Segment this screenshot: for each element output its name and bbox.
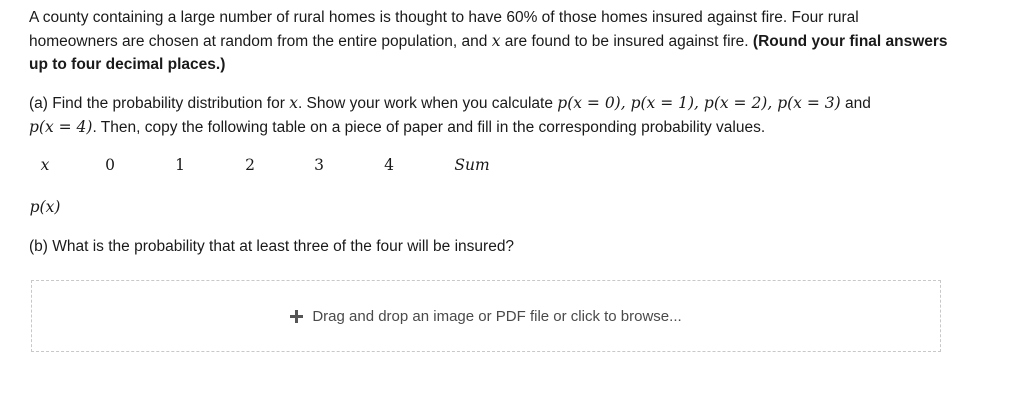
probability-expression-4: p(x = 4) xyxy=(29,117,93,136)
part-b-line xyxy=(29,235,514,259)
probability-distribution-table xyxy=(29,156,549,226)
part-a-text-1: (a) Find the probability distribution for xyxy=(29,95,290,112)
intro-line-1 xyxy=(29,6,948,30)
table-value-3: 3 xyxy=(314,156,324,174)
rounding-instruction-2: up to four decimal places.) xyxy=(29,56,226,73)
part-a-text-2: . Show your work when you calculate xyxy=(297,95,558,112)
table-value-4: 4 xyxy=(384,156,394,174)
part-a-text-3: and xyxy=(840,95,871,112)
intro-text-1: A county containing a large number of rural homes is thought to have 60% of those homes insured against fire. Four rural xyxy=(29,9,859,26)
part-a xyxy=(29,92,871,139)
intro-line-3 xyxy=(29,53,948,77)
part-b xyxy=(29,235,514,259)
table-value-2: 2 xyxy=(245,156,255,174)
problem-statement xyxy=(29,6,948,77)
variable-x: x xyxy=(289,94,298,112)
part-a-line-1 xyxy=(29,92,871,116)
table-value-1: 1 xyxy=(175,156,185,174)
table-row-label-px: p(x) xyxy=(29,198,61,216)
table-sum-label: Sum xyxy=(454,156,490,174)
table-value-0: 0 xyxy=(105,156,115,174)
part-a-text-4: . Then, copy the following table on a piece of paper and fill in the corresponding probability values. xyxy=(92,118,766,136)
upload-label: Drag and drop an image or PDF file or click to browse... xyxy=(312,307,682,325)
table-header-x: x xyxy=(40,156,50,174)
probability-expressions: p(x = 0), p(x = 1), p(x = 2), p(x = 3) xyxy=(557,94,841,112)
rounding-instruction-1: (Round your final answers xyxy=(752,32,948,50)
variable-x: x xyxy=(491,31,501,50)
intro-text-2: homeowners are chosen at random from the entire population, and xyxy=(29,32,492,50)
intro-line-2 xyxy=(29,30,948,54)
file-upload-dropzone[interactable] xyxy=(31,280,941,352)
intro-text-3: are found to be insured against fire. xyxy=(500,32,753,50)
part-b-text: (b) What is the probability that at least three of the four will be insured? xyxy=(29,238,515,255)
part-a-line-2 xyxy=(29,116,871,140)
plus-icon xyxy=(290,310,303,323)
